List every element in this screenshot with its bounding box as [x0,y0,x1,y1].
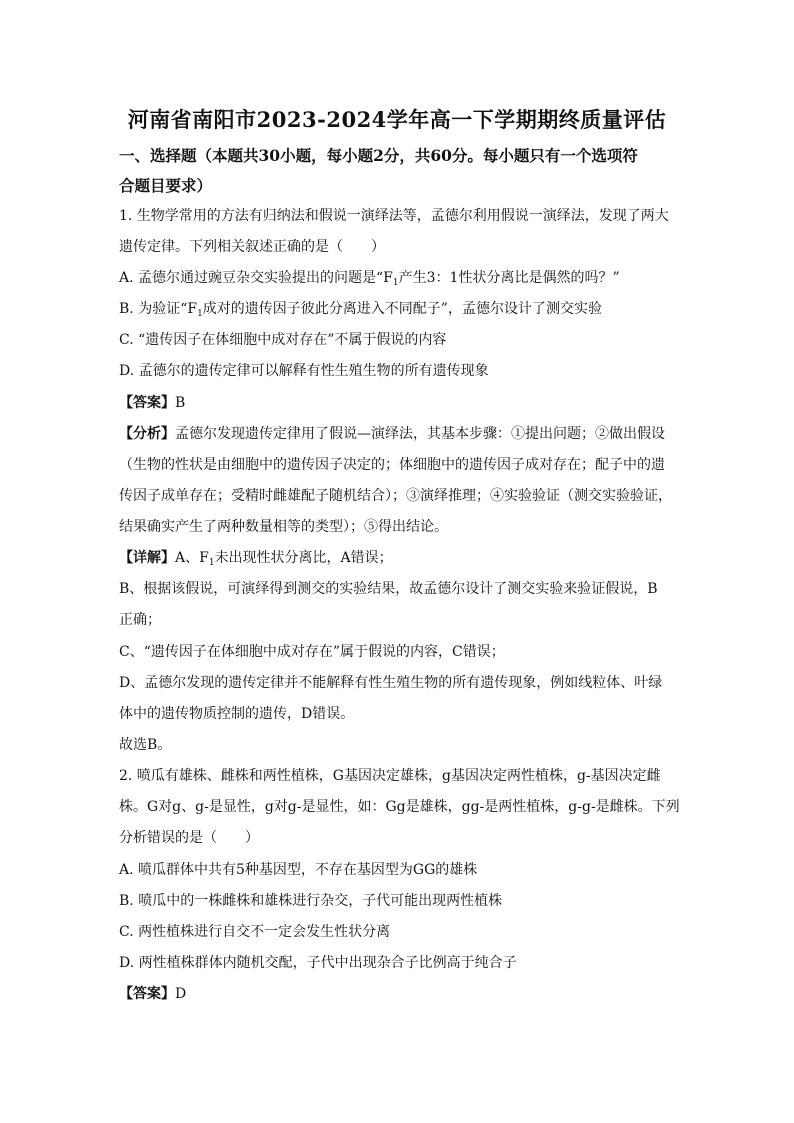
q1-option-a-text-rest: 产生3：1性状分离比是偶然的吗？” [398,270,620,286]
subscript: 1 [392,278,399,288]
detail-text-rest: 未出现性状分离比，A错误； [214,550,393,566]
subscript: 1 [208,558,215,568]
q1-option-d: D. 孟德尔的遗传定律可以解释有性生殖生物的所有遗传现象 [119,363,489,379]
q2-stem-line-2: 株。G对g、g-是显性，g对g-是显性，如：Gg是雄株，gg-是两性植株，g-g-是雌株。下列 [119,799,680,815]
subscript: 1 [197,309,203,319]
q1-detail-line-6: 体中的遗传物质控制的遗传，D错误。 [119,706,355,722]
q1-detail-line-1 [119,548,675,568]
q1-detail-line-3: 正确； [119,612,161,628]
q1-analysis-line-4: 结果确实产生了两种数量相等的类型）；⑤得出结论。 [119,519,448,535]
section-heading-line-1: 一、选择题（本题共30小题，每小题2分，共60分。每小题只有一个选项符 [119,146,638,165]
q1-analysis-line-2: （生物的性状是由细胞中的遗传因子决定的；体细胞中的遗传因子成对存在；配子中的遗 [119,457,665,473]
section-heading-line-2: 合题目要求） [119,176,213,195]
q1-detail-line-4: C、“遗传因子在体细胞中成对存在”属于假说的内容，C错误； [119,644,505,660]
answer-label: 【答案】 [119,986,175,1002]
answer-value: D [175,986,187,1002]
q1-option-b-text: B. 为验证“F [119,301,198,317]
analysis-label: 【分析】 [119,426,175,442]
q1-option-b [119,299,675,319]
answer-value: B [175,395,186,411]
detail-text: A、F [175,550,209,566]
q1-option-a-text: A. 孟德尔通过豌豆杂交实验提出的问题是“F [119,270,393,286]
q2-option-a: A. 喷瓜群体中共有5种基因型，不存在基因型为GG的雄株 [119,862,478,878]
q1-stem-line-1: 1. 生物学常用的方法有归纳法和假说一演绎法等，孟德尔利用假说一演绎法，发现了两大 [119,208,669,224]
q2-option-c: C. 两性植株进行自交不一定会发生性状分离 [119,924,391,940]
q1-stem-line-2: 遗传定律。下列相关叙述正确的是（ ） [119,239,385,255]
document-title: 河南省南阳市2023-2024学年高一下学期期终质量评估 [127,107,667,132]
detail-label: 【详解】 [119,550,175,566]
q1-analysis-line-3: 传因子成单存在；受精时雌雄配子随机结合）；③演绎推理；④实验验证（测交实验验证， [119,488,672,504]
q1-answer [119,393,675,413]
q1-option-c: C. “遗传因子在体细胞中成对存在”不属于假说的内容 [119,332,447,348]
q1-conclusion: 故选B。 [119,737,172,753]
q2-option-b: B. 喷瓜中的一株雌株和雄株进行杂交，子代可能出现两性植株 [119,893,503,909]
q1-option-b-text-rest: 成对的遗传因子彼此分离进入不同配子”，孟德尔设计了测交实验 [202,301,602,317]
q1-option-a [119,268,675,288]
q1-detail-line-5: D、孟德尔发现的遗传定律并不能解释有性生殖生物的所有遗传现象，例如线粒体、叶绿 [119,675,663,691]
q2-stem-line-3: 分析错误的是（ ） [119,830,259,846]
q2-option-d: D. 两性植株群体内随机交配，子代中出现杂合子比例高于纯合子 [119,955,517,971]
analysis-text: 孟德尔发现遗传定律用了假说—演绎法，其基本步骤：①提出问题；②做出假设 [175,426,665,442]
q2-stem-line-1: 2. 喷瓜有雄株、雌株和两性植株，G基因决定雄株，g基因决定两性植株，g-基因决定雌 [119,768,661,784]
q1-analysis-line-1 [119,424,675,444]
q2-answer [119,984,675,1004]
answer-label: 【答案】 [119,395,175,411]
q1-detail-line-2: B、根据该假说，可演绎得到测交的实验结果，故孟德尔设计了测交实验来验证假说，B [119,581,658,597]
